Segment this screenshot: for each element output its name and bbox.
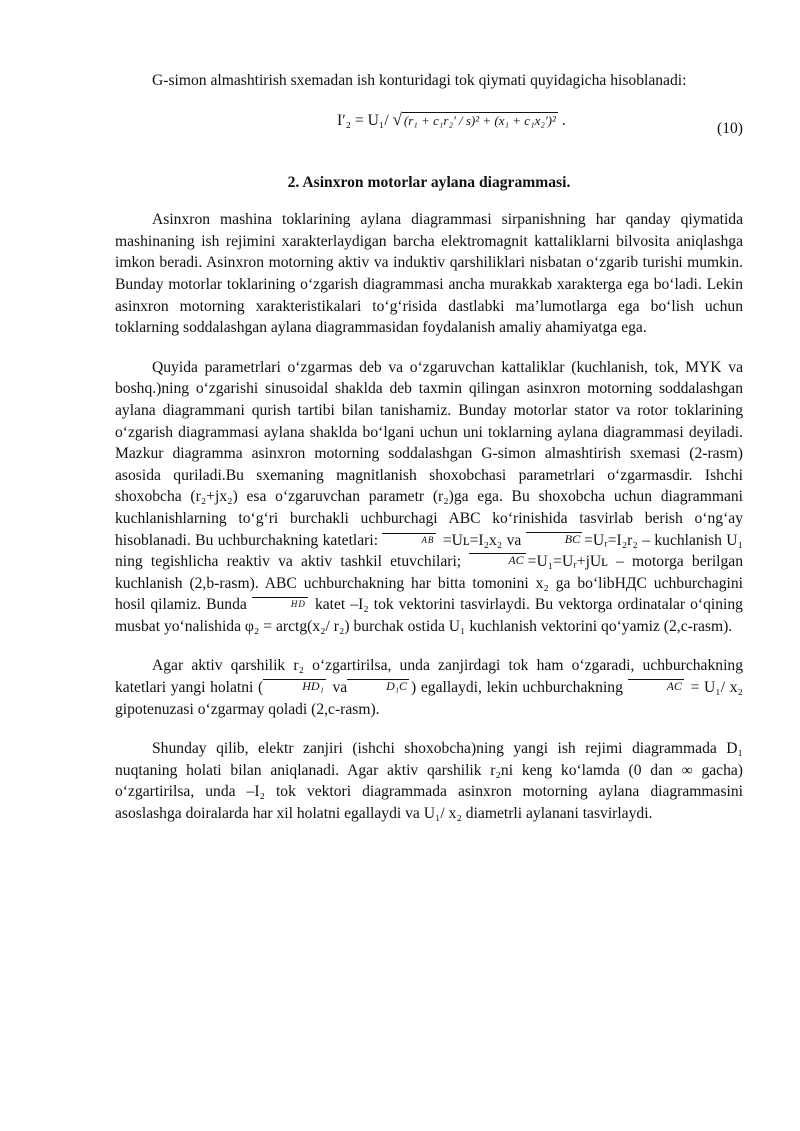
paragraph-2-part-b: =Uʟ=I₂x₂ va <box>442 531 522 549</box>
paragraph-3 <box>115 655 743 720</box>
paragraph-2-part-d: =U₁=Uᵣ+jUʟ – motorga berilgan kuchlanish (2,b-rasm). ABC uchburchakning har bitta tomonini x₂ ga bo‘libНДС uchburchagini hosil qilamiz. Bunda <box>115 553 743 614</box>
vector-ac: AC <box>469 553 525 567</box>
paragraph-1: Asinxron mashina toklarining aylana diagrammasi sirpanishning har qanday qiymatida mashinaning ish rejimini xarakterlaydigan barcha elektromagnit kattaliklarni bilvosita aniqlashga imkon beradi. Asinxron motorning aktiv va induktiv qarshiliklari nisbatan o‘zgarib turishi mumkin. Bunday motorlar toklarining o‘zgarish diagrammasi ancha murakkab xarakterga ega bo‘ladi. Lekin asinxron motorning xarakteristikalari to‘g‘risida dastlabki ma’lumotlarga ega bo‘lish uchun toklarning soddalashgan aylana diagrammasidan foydalanish amaliy ahamiyatga ega. <box>115 211 743 337</box>
paragraph-2-part-e: katet –I₂ tok vektorini tasvirlaydi. Bu vektorga ordinatalar o‘qining musbat yo‘nalishida φ₂ = arctg(x₂/ r₂) burchak ostida U₁ kuchlanish vektorini qo‘yamiz (2,c-rasm). <box>115 596 743 635</box>
equation-number: (10) <box>717 119 743 137</box>
paragraph-3-part-b: va <box>332 679 348 697</box>
vector-ac-hypotenuse: AC <box>628 679 684 693</box>
paragraph-2 <box>115 357 743 638</box>
formula-row <box>115 104 743 150</box>
vector-hd1: HD₁ <box>263 679 326 693</box>
vector-bc: BC <box>526 532 582 546</box>
vector-d1c: D₁C <box>347 679 409 693</box>
paragraph-3-part-a: Agar aktiv qarshilik r₂ o‘zgartirilsa, unda zanjirdagi tok ham o‘zgaradi, uchburchakning katetlari yangi holatni ( <box>115 657 743 697</box>
document-page <box>115 70 743 825</box>
formula-period: . <box>561 111 566 129</box>
intro-paragraph: G-simon almashtirish sxemadan ish konturidagi tok qiymati quyidagicha hisoblanadi: <box>152 72 687 89</box>
paragraph-3-part-c: ) egallaydi, lekin uchburchakning <box>411 679 623 697</box>
vector-hd: HD <box>252 597 308 611</box>
paragraph-2-part-c: =Uᵣ=I₂r₂ – kuchlanish U₁ ning tegishlicha reaktiv va aktiv tashkil etuvchilari; <box>115 531 744 571</box>
paragraph-3-part-d: = U₁/ x₂ gipotenuzasi o‘zgarmay qoladi (2,c-rasm). <box>115 679 743 718</box>
formula-radicand: (r₁ + c₁r₂ʹ / s)² + (x₁ + c₁x₂ʹ)² <box>403 112 556 128</box>
section-heading: 2. Asinxron motorlar aylana diagrammasi. <box>287 173 571 191</box>
vector-ab: AB <box>382 533 436 547</box>
paragraph-4: Shunday qilib, elektr zanjiri (ishchi shoxobcha)ning yangi ish rejimi diagrammada D₁ nuqtaning holati bilan aniqlanadi. Agar aktiv qarshilik r₂ni keng ko‘lamda (0 dan ∞ gacha) o‘zgartirilsa, unda –I₂ tok vektori diagrammada asinxron motorning aylana diagrammasini asoslashga doiralarda har xil holatni egallaydi va U₁/ x₂ diametrli aylanani tasvirlaydi. <box>115 740 743 823</box>
current-formula <box>337 110 566 130</box>
formula-lhs: Iʹ₂ = U₁/ <box>337 111 389 129</box>
paragraph-2-part-a: Quyida parametrlari o‘zgarmas deb va o‘zgaruvchan kattaliklar (kuchlanish, tok, MYK va boshq.)ning o‘zgarishi sinusoidal shaklda deb taxmin qilingan asinxron motorning soddalashgan aylana diagrammani qurish tartibi bilan tanishamiz. Bunday motorlar stator va rotor toklarining o‘zgarish diagrammasi aylana shaklda bo‘lgani uchun uni toklarning aylana diagrammasi deyiladi. Mazkur diagramma asinxron motorning soddalashgan G-simon almashtirish sxemasi (2-rasm) asosida quriladi.Bu sxemaning magnitlanish shoxobchasi parametrlari o‘zgarmasdir. Ishchi shoxobcha (r₂+jx₂) esa o‘zgaruvchan parametr (r₂)ga ega. Bu shoxobcha uchun diagrammani kuchlanishlarning to‘g‘ri burchakli uchburchagi ABC ko‘rinishida tasvirlab berish o‘ng‘ay hisoblanadi. Bu uchburchakning katetlari: <box>115 358 743 549</box>
sqrt-icon: √ <box>392 109 402 129</box>
formula-radical <box>392 109 558 129</box>
